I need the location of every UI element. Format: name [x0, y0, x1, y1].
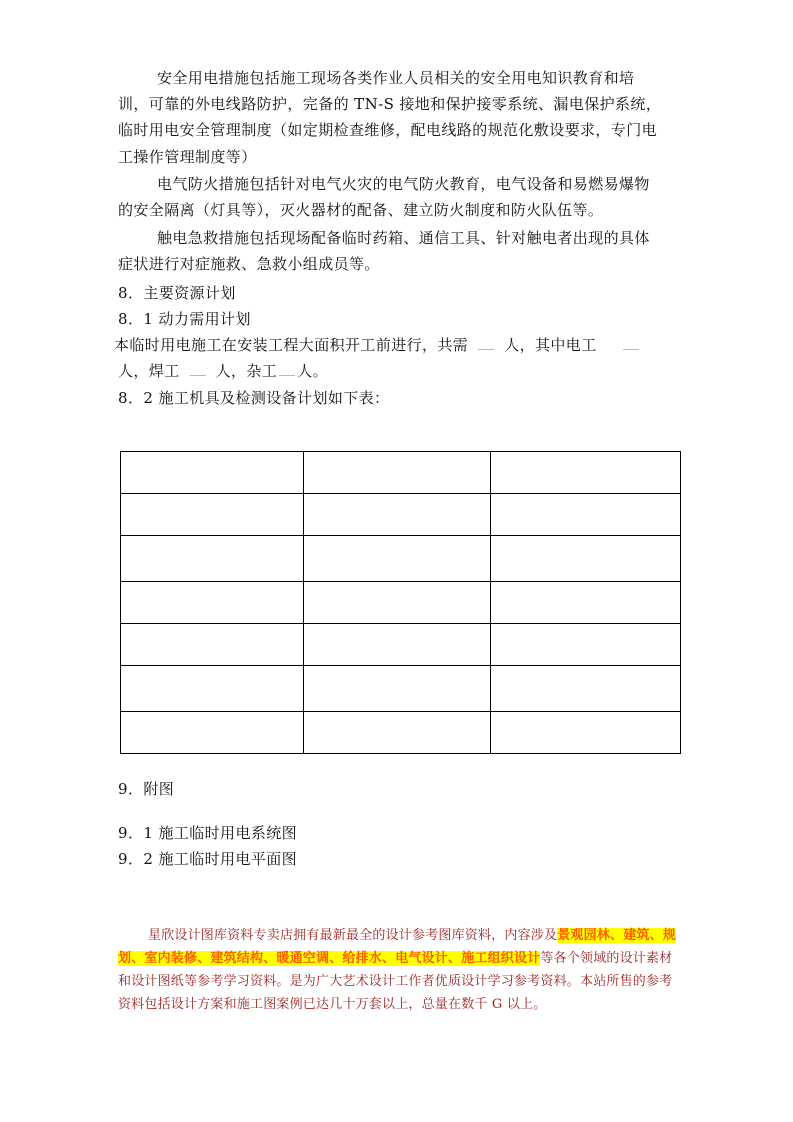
- manpower-text-c: 人，焊工: [118, 362, 180, 380]
- table-cell: [491, 624, 681, 666]
- table-cell: [303, 494, 491, 536]
- table-row: [121, 624, 681, 666]
- manpower-text-e: 人。: [297, 362, 329, 380]
- paragraph-safety-line-4: 工操作管理制度等）: [118, 148, 257, 166]
- table-row: [121, 536, 681, 582]
- table-row: [121, 494, 681, 536]
- section-8-heading: 8．主要资源计划: [118, 284, 236, 302]
- table-row: [121, 452, 681, 494]
- table-cell: [121, 666, 304, 712]
- welders-blank: [190, 363, 206, 376]
- section-9-1-item: 9．1 施工临时用电系统图: [118, 824, 298, 842]
- paragraph-aid-line-1: 触电急救措施包括现场配备临时药箱、通信工具、针对触电者出现的具体: [157, 229, 650, 247]
- table-cell: [121, 582, 304, 624]
- manpower-text-line-1: [114, 335, 684, 355]
- table-cell: [303, 582, 491, 624]
- table-cell: [303, 712, 491, 754]
- table-cell: [491, 536, 681, 582]
- ad-highlighted-categories: 景观园林、建筑、规划、室内装修、建筑结构、暖通空调、给排水、电气设计、施工组织设计: [118, 928, 677, 966]
- table-cell: [491, 666, 681, 712]
- table-cell: [121, 494, 304, 536]
- section-9-2-item: 9．2 施工临时用电平面图: [118, 850, 298, 868]
- table-row: [121, 666, 681, 712]
- ad-text-intro: 星欣设计图库资料专卖店拥有最新最全的设计参考图库资料，内容涉及: [148, 928, 558, 943]
- table-cell: [121, 536, 304, 582]
- table-cell: [303, 666, 491, 712]
- paragraph-fire-line-2: 的安全隔离（灯具等），灭火器材的配备、建立防火制度和防火队伍等。: [118, 201, 604, 219]
- laborers-blank: [279, 363, 295, 376]
- table-cell: [303, 624, 491, 666]
- table-cell: [121, 624, 304, 666]
- manpower-text-line-2: [118, 361, 688, 381]
- section-8-2-heading: 8．2 施工机具及检测设备计划如下表：: [118, 389, 390, 407]
- electricians-blank: [623, 337, 639, 350]
- manpower-text-d: 人，杂工: [215, 362, 278, 380]
- table-cell: [121, 712, 304, 754]
- table-cell: [121, 452, 304, 494]
- table-cell: [491, 494, 681, 536]
- table-cell: [491, 582, 681, 624]
- table-cell: [491, 452, 681, 494]
- table-cell: [491, 712, 681, 754]
- paragraph-safety-line-3: 临时用电安全管理制度（如定期检查维修，配电线路的规范化敷设要求，专门电: [118, 121, 658, 139]
- section-8-1-heading: 8．1 动力需用计划: [118, 310, 251, 328]
- store-advertisement: [118, 924, 678, 1016]
- paragraph-fire-line-1: 电气防火措施包括针对电气火灾的电气防火教育，电气设备和易燃易爆物: [157, 175, 650, 193]
- paragraph-aid-line-2: 症状进行对症施救、急救小组成员等。: [118, 255, 380, 273]
- total-workers-blank: [478, 337, 494, 350]
- equipment-plan-table: [120, 451, 681, 754]
- manpower-text-a: 本临时用电施工在安装工程大面积开工前进行，共需: [114, 336, 469, 354]
- paragraph-safety-line-1: 安全用电措施包括施工现场各类作业人员相关的安全用电知识教育和培: [157, 69, 635, 87]
- paragraph-safety-line-2: 训，可靠的外电线路防护，完备的 TN-S 接地和保护接零系统、漏电保护系统，: [118, 95, 662, 113]
- table-cell: [303, 536, 491, 582]
- table-row: [121, 712, 681, 754]
- manpower-text-b: 人，其中电工: [504, 336, 597, 354]
- ad-text-rest: 等各个领域的设计素材和设计图纸等参考学习资料。是为广大艺术设计工作者优质设计学习参考资料。本站所售的参考资料包括设计方案和施工图案例已达几十万套以上，总量在数千 G 以上。: [118, 951, 673, 1012]
- table-cell: [303, 452, 491, 494]
- section-9-heading: 9．附图: [118, 780, 175, 798]
- table-row: [121, 582, 681, 624]
